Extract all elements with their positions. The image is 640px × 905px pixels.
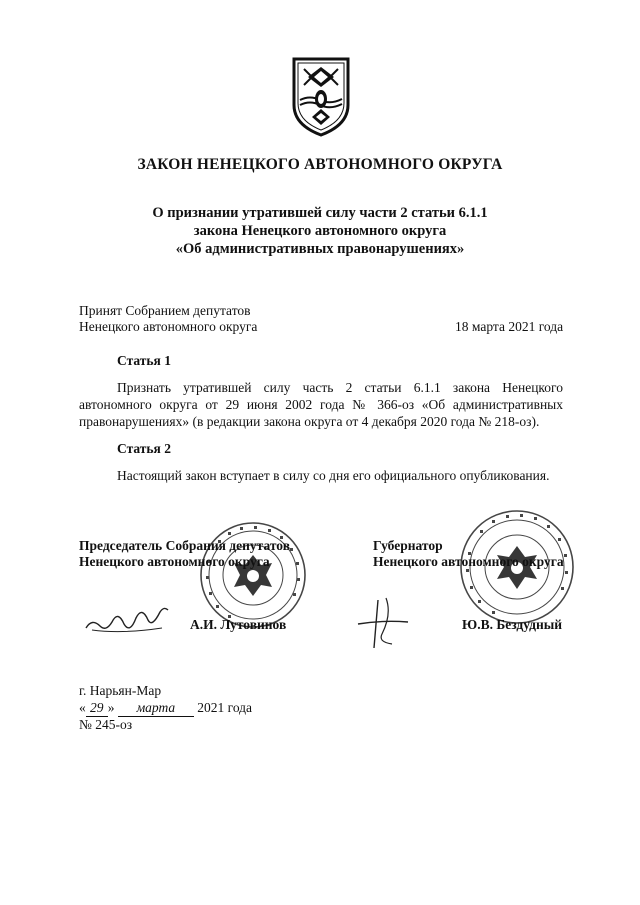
date-open-quote: « bbox=[79, 700, 86, 715]
date-month: марта bbox=[118, 700, 194, 717]
law-subtitle bbox=[0, 204, 640, 258]
subtitle-line-3: «Об административных правонарушениях» bbox=[175, 241, 465, 257]
right-title-line-1: Губернатор bbox=[373, 538, 443, 553]
date-close-quote: » bbox=[107, 700, 115, 715]
right-handwritten-signature bbox=[352, 594, 422, 652]
date-year: 2021 года bbox=[197, 700, 253, 715]
footer-city: г. Нарьян-Мар bbox=[79, 683, 162, 698]
official-seal-stamp bbox=[198, 520, 308, 630]
left-signatory-name: А.И. Лутовинов bbox=[190, 617, 287, 632]
subtitle-line-2: закона Ненецкого автономного округа bbox=[193, 223, 447, 239]
article-1-heading: Статья 1 bbox=[117, 353, 171, 368]
left-title-line-1: Председатель Собрания депутатов bbox=[79, 538, 291, 553]
right-signatory-name: Ю.В. Бездудный bbox=[462, 617, 563, 632]
footer-number: № 245-оз bbox=[79, 717, 133, 732]
footer-date-line bbox=[79, 700, 252, 717]
left-title-line-2: Ненецкого автономного округа bbox=[79, 554, 270, 569]
adoption-block bbox=[79, 303, 257, 335]
right-title-line-2: Ненецкого автономного округа bbox=[373, 554, 564, 569]
subtitle-line-1: О признании утратившей силу части 2 статьи 6.1.1 bbox=[152, 205, 488, 221]
right-signatory-title bbox=[373, 538, 564, 570]
date-day: 29 bbox=[86, 700, 108, 717]
left-handwritten-signature bbox=[82, 598, 172, 638]
adoption-line-2: Ненецкого автономного округа bbox=[79, 319, 258, 334]
article-2-text: Настоящий закон вступает в силу со дня его официального опубликования. bbox=[117, 468, 550, 483]
article-1-text: Признать утратившей силу часть 2 статьи 6.1.1 закона Ненецкого автономного округа от 29 июня 2002 года № 366-оз «Об административных правонарушениях» (в редакции закона округа от 4 декабря 2020 года № 218-оз). bbox=[79, 380, 563, 429]
coat-of-arms-emblem bbox=[290, 55, 352, 139]
adoption-date: 18 марта 2021 года bbox=[455, 319, 564, 334]
adoption-line-1: Принят Собранием депутатов bbox=[79, 303, 251, 318]
left-signatory-title bbox=[79, 538, 290, 570]
law-title: ЗАКОН НЕНЕЦКОГО АВТОНОМНОГО ОКРУГА bbox=[137, 156, 503, 173]
article-2-heading: Статья 2 bbox=[117, 441, 171, 456]
